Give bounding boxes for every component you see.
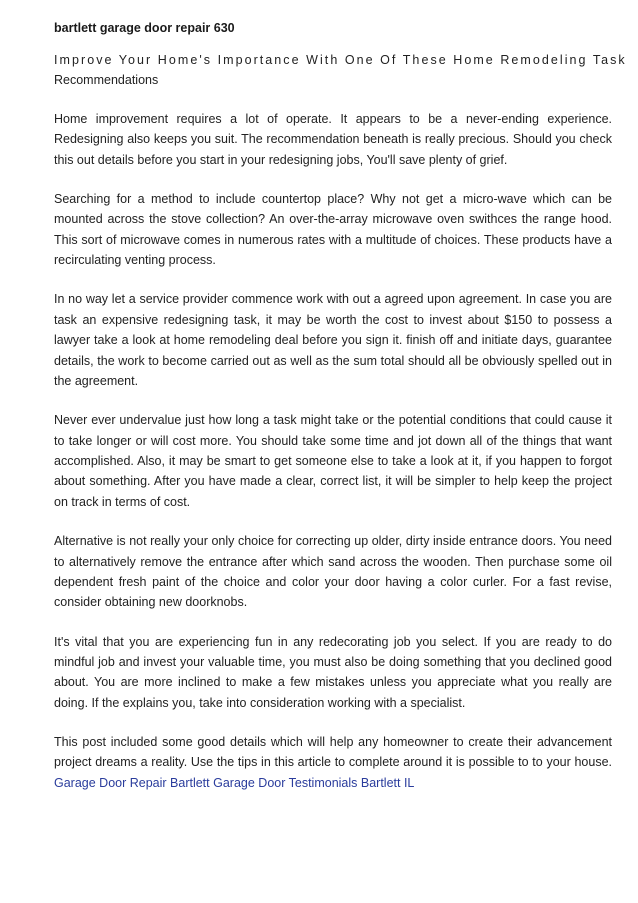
subtitle-line-1: Improve Your Home's Importance With One Of These Home Remodeling Task <box>54 53 627 67</box>
paragraph: It's vital that you are experiencing fun in any redecorating job you select. If you are ready to do mindful job and invest your valuable time, you must also be doing something that you declined good about. You are more inclined to make a few mistakes unless you appreciate what you really are doing. If the explains you, take into consideration working with a specialist. <box>54 634 612 710</box>
document-page <box>54 20 627 812</box>
paragraph: Never ever undervalue just how long a task might take or the potential conditions that could cause it to take longer or will cost more. You should take some time and jot down all of the things that want accomplished. Also, it may be smart to get someone else to take a look at it, if you happen to forgot about something. After you have made a clear, correct list, it will be simpler to help keep the project on track in terms of cost. <box>54 413 612 509</box>
document-subtitle <box>54 50 627 90</box>
document-title: bartlett garage door repair 630 <box>54 21 235 35</box>
paragraph: In no way let a service provider commence work with out a agreed upon agreement. In case you are task an expensive redesigning task, it may be worth the cost to invest about $150 to possess a lawyer take a look at home remodeling deal before you sign it. finish off and initiate days, guarantee details, the work to become carried out as well as the sum total should all be obviously spelled out in the agreement. <box>54 292 612 389</box>
paragraph: Searching for a method to include countertop place? Why not get a micro-wave which can be mounted across the stove collection? An over-the-array microwave oven swithces the range hood. This sort of microwave comes in numerous rates with a multitude of choices. These products have a recirculating venting process. <box>54 192 612 268</box>
final-paragraph <box>54 732 612 793</box>
paragraph: Alternative is not really your only choice for correcting up older, dirty inside entrance doors. You need to alternatively remove the entrance after which sand across the wooden. Then purchase some oil dependent fresh paint of the choice and color your door having a color curler. For a fast revise, consider obtaining new doorknobs. <box>54 534 612 610</box>
paragraph: Home improvement requires a lot of operate. It appears to be a never-ending experience. Redesigning also keeps you suit. The recommendation beneath is really precious. Should you check this out details before you start in your redesigning jobs, You'll save plenty of grief. <box>54 112 612 167</box>
link-garage-door-testimonials[interactable]: Garage Door Testimonials Bartlett IL <box>213 775 415 790</box>
subtitle-line-2: Recommendations <box>54 73 159 87</box>
link-garage-door-repair-bartlett[interactable]: Garage Door Repair Bartlett <box>54 775 210 790</box>
final-paragraph-text: This post included some good details which will help any homeowner to create their advancement project dreams a reality. Use the tips in this article to complete around it is possible to to your house. <box>54 734 612 770</box>
